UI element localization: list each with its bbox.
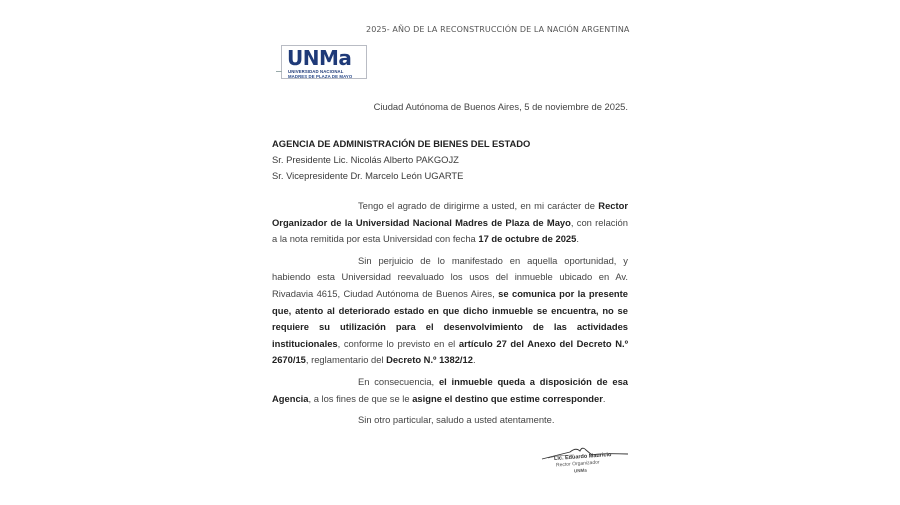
text: En consecuencia, — [358, 375, 439, 387]
signer-name: Lic. Eduardo Mauricio — [553, 452, 612, 462]
bold-text: Decreto N.º 1382/12 — [386, 354, 473, 366]
text: Tengo el agrado de dirigirme a usted, en mi carácter de — [358, 200, 599, 211]
year-motto: 2025- AÑO DE LA RECONSTRUCCIÓN DE LA NACIÓN ARGENTINA — [366, 25, 630, 34]
signature-block — [540, 443, 630, 477]
closing-line: Sin otro particular, saludo a usted atentamente. — [358, 414, 555, 426]
addressee-block — [272, 136, 530, 184]
text: , reglamentario del — [305, 354, 387, 366]
text: Sin perjuicio de lo manifestado en aquella oportunidad, y habiendo esta Universidad reevaluado los usos del inmueble ubicado en Av. Rivadavia 4615, Ciudad Autónoma de Buenos Aires, — [272, 254, 628, 299]
logo-subtitle-1: UNIVERSIDAD NACIONAL — [288, 69, 344, 74]
paragraph-1 — [272, 198, 628, 248]
bold-text: 17 de octubre de 2025 — [478, 233, 577, 245]
paragraph-2 — [272, 253, 628, 369]
dateline: Ciudad Autónoma de Buenos Aires, 5 de noviembre de 2025. — [373, 101, 628, 112]
letter-body — [272, 198, 628, 434]
text: . — [602, 392, 606, 404]
text: , conforme lo previsto en el — [337, 337, 459, 349]
bold-text: se comunica por la presente que, atento al deteriorado estado en que dicho inmueble se encuentra, no se requiere su utilización para el desenvolvimiento de las actividades institucionales — [272, 287, 628, 349]
signer-role: Rector Organizador — [555, 459, 600, 469]
bold-text: el inmueble queda a disposición de esa Agencia — [272, 375, 628, 404]
bold-text: artículo 27 del Anexo del Decreto N.º 2670/15 — [272, 337, 628, 366]
logo-accent-line — [276, 71, 282, 72]
text: , a los fines de que se le — [308, 392, 413, 404]
bold-text: Rector Organizador de la Universidad Nacional Madres de Plaza de Mayo — [272, 200, 628, 228]
addressee-president: Sr. Presidente Lic. Nicolás Alberto PAKGOJZ — [272, 154, 459, 165]
signer-org: UNMa — [573, 467, 587, 474]
text: . — [576, 233, 579, 245]
unma-logo — [281, 45, 367, 79]
bold-text: asigne el destino que estime corresponder — [412, 392, 603, 404]
text: , con relación a la nota remitida por esta Universidad con fecha — [272, 216, 628, 245]
addressee-vicepresident: Sr. Vicepresidente Dr. Marcelo León UGARTE — [272, 170, 464, 181]
logo-subtitle-2: MADRES DE PLAZA DE MAYO — [288, 74, 353, 79]
logo-mark: UNMa — [287, 46, 352, 70]
paragraph-3 — [272, 374, 628, 407]
addressee-agency: AGENCIA DE ADMINISTRACIÓN DE BIENES DEL ESTADO — [272, 138, 531, 149]
text: . — [472, 354, 476, 366]
